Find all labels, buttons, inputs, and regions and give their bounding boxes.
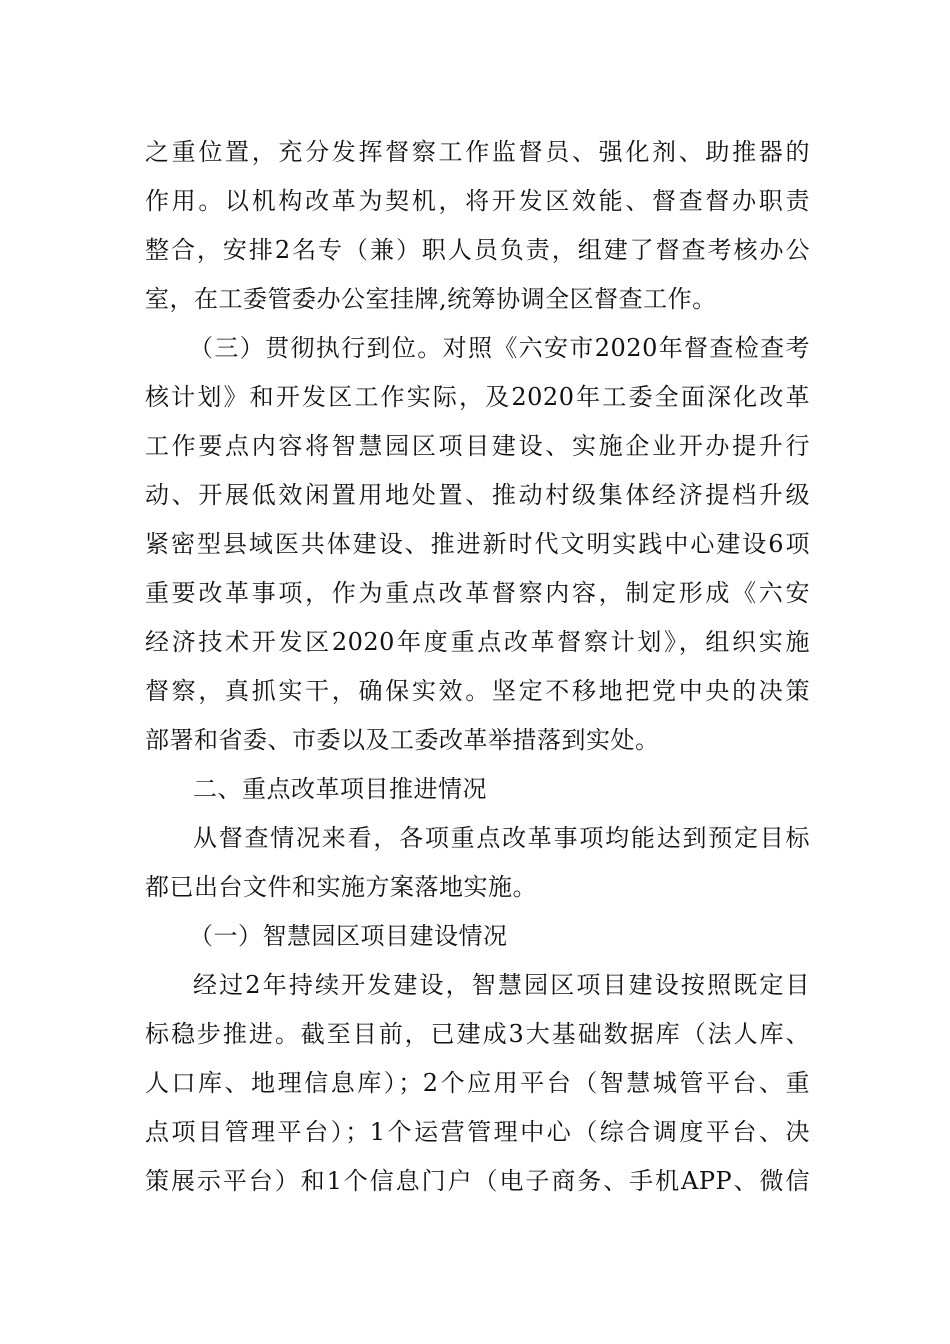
text-line: 经过2年持续开发建设，智慧园区项目建设按照既定目 (193, 971, 810, 999)
text-line: 整合，安排2名专（兼）职人员负责，组建了督查考核办公 (145, 236, 810, 264)
text-line: 督察，真抓实干，确保实效。坚定不移地把党中央的决策 (145, 677, 810, 705)
text-line: 动、开展低效闲置用地处置、推动村级集体经济提档升级 (145, 481, 810, 509)
text-line: 都已出台文件和实施方案落地实施。 (145, 873, 537, 901)
text-line: 经济技术开发区2020年度重点改革督察计划》，组织实施 (145, 628, 810, 656)
text-line: 从督查情况来看，各项重点改革事项均能达到预定目标 (193, 824, 810, 852)
subheading-line: （三）贯彻执行到位。对照《六安市2020年督查检查考 (189, 334, 810, 362)
text-line: 人口库、地理信息库）；2个应用平台（智慧城管平台、重 (145, 1069, 810, 1097)
text-line: 重要改革事项，作为重点改革督察内容，制定形成《六安 (145, 579, 810, 607)
text-line: 之重位置，充分发挥督察工作监督员、强化剂、助推器的 (145, 138, 810, 166)
text-line: 核计划》和开发区工作实际，及2020年工委全面深化改革 (145, 383, 810, 411)
text-line: 紧密型县域医共体建设、推进新时代文明实践中心建设6项 (145, 530, 810, 558)
text-line: 标稳步推进。截至目前，已建成3大基础数据库（法人库、 (145, 1020, 810, 1048)
subheading-line: （一）智慧园区项目建设情况 (189, 922, 508, 950)
text-line: 作用。以机构改革为契机，将开发区效能、督查督办职责 (145, 187, 810, 215)
section-heading: 二、重点改革项目推进情况 (193, 775, 487, 803)
text-line: 室，在工委管委办公室挂牌,统筹协调全区督查工作。 (145, 285, 717, 313)
text-line: 策展示平台）和1个信息门户（电子商务、手机APP、微信 (145, 1167, 810, 1195)
text-line: 工作要点内容将智慧园区项目建设、实施企业开办提升行 (145, 432, 810, 460)
text-line: 部署和省委、市委以及工委改革举措落到实处。 (145, 726, 660, 754)
document-body (145, 128, 810, 1206)
text-line: 点项目管理平台）；1个运营管理中心（综合调度平台、决 (145, 1118, 810, 1146)
